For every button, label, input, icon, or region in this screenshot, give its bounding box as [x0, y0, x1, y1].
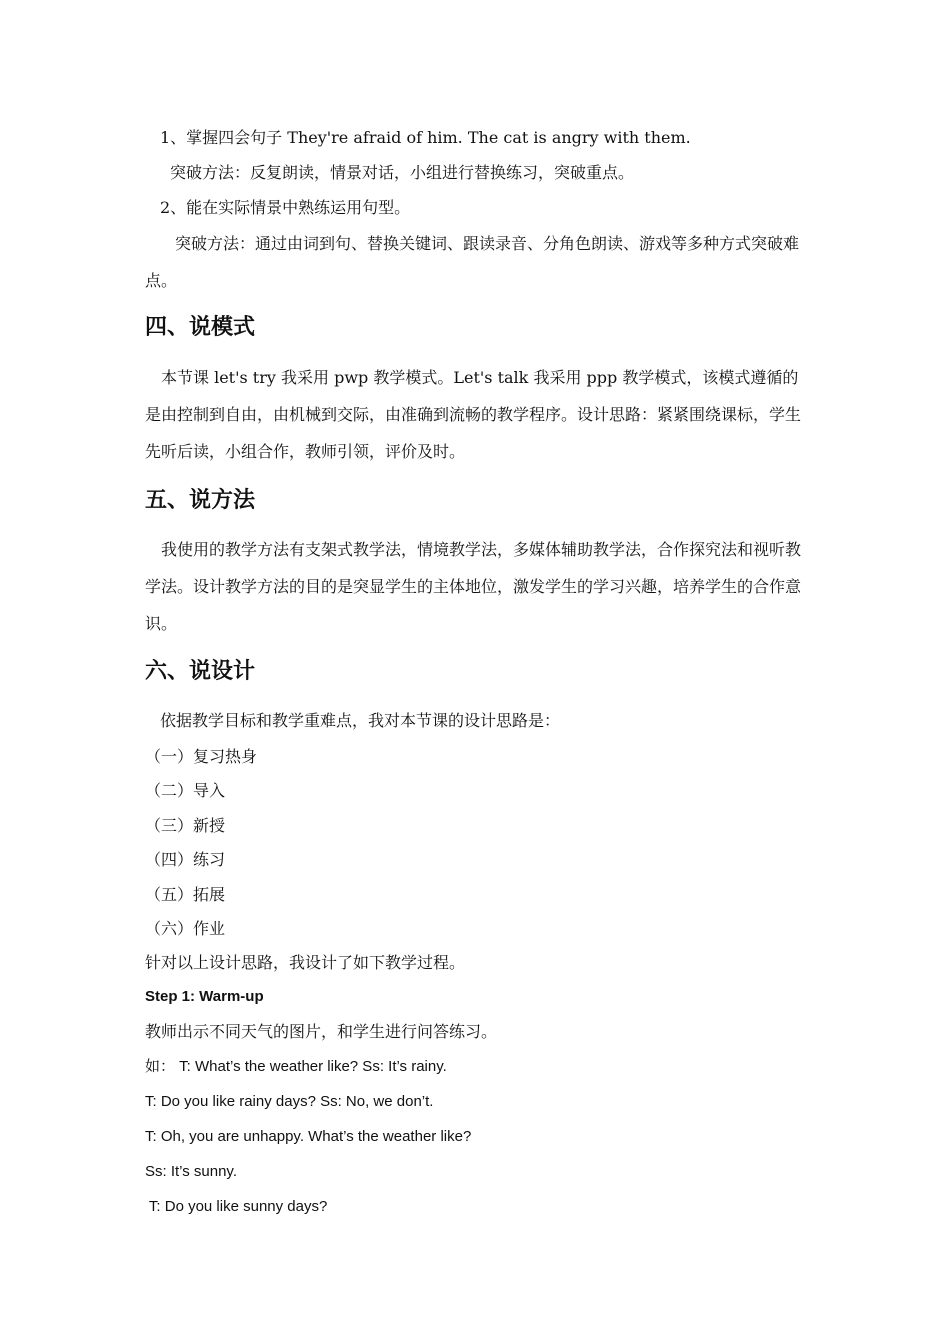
design-intro: 依据教学目标和教学重难点，我对本节课的设计思路是： [160, 711, 561, 730]
dialogue-line: Ss: It’s sunny. [145, 1163, 237, 1180]
step1-title: Step 1: Warm-up [145, 988, 264, 1005]
section-heading-method: 五、说方法 [145, 488, 256, 513]
difficulty-item-2: 2、能在实际情景中熟练运用句型。 [160, 198, 411, 217]
design-step: （四）练习 [145, 850, 226, 869]
step1-description: 教师出示不同天气的图片，和学生进行问答练习。 [145, 1022, 498, 1041]
design-step: （六）作业 [145, 919, 226, 938]
difficulty-method-2: 突破方法：通过由词到句、替换关键词、跟读录音、分角色朗读、游戏等多种方式突破难点。 [145, 234, 800, 290]
design-step: （五）拓展 [145, 885, 226, 904]
section-heading-design: 六、说设计 [145, 659, 256, 684]
dialogue-line: T: Do you like sunny days? [145, 1198, 328, 1215]
design-step: （一）复习热身 [145, 747, 258, 766]
dialogue-line: T: Oh, you are unhappy. What’s the weather like? [145, 1128, 472, 1145]
section-heading-mode: 四、说模式 [145, 315, 256, 340]
dialogue-line: T: Do you like rainy days? Ss: No, we don’t. [145, 1093, 434, 1110]
section-paragraph-method: 我使用的教学方法有支架式教学法，情境教学法，多媒体辅助教学法，合作探究法和视听教学法。设计教学方法的目的是突显学生的主体地位，激发学生的学习兴趣，培养学生的合作意识。 [145, 540, 802, 633]
section-paragraph-mode: 本节课 let's try 我采用 pwp 教学模式。Let's talk 我采用 ppp 教学模式，该模式遵循的是由控制到自由，由机械到交际，由准确到流畅的教学程序。设计思路：紧紧围绕课标，学生先听后读，小组合作，教师引领，评价及时。 [145, 368, 802, 461]
design-step: （三）新授 [145, 816, 226, 835]
difficulty-method-1: 突破方法：反复朗读，情景对话，小组进行替换练习，突破重点。 [170, 163, 635, 182]
dialogue-line: 如： T: What’s the weather like? Ss: It’s rainy. [145, 1058, 447, 1075]
difficulty-item-1: 1、掌握四会句子 They're afraid of him. The cat is angry with them. [160, 128, 691, 147]
design-step: （二）导入 [145, 781, 226, 800]
design-summary: 针对以上设计思路，我设计了如下教学过程。 [145, 953, 466, 972]
